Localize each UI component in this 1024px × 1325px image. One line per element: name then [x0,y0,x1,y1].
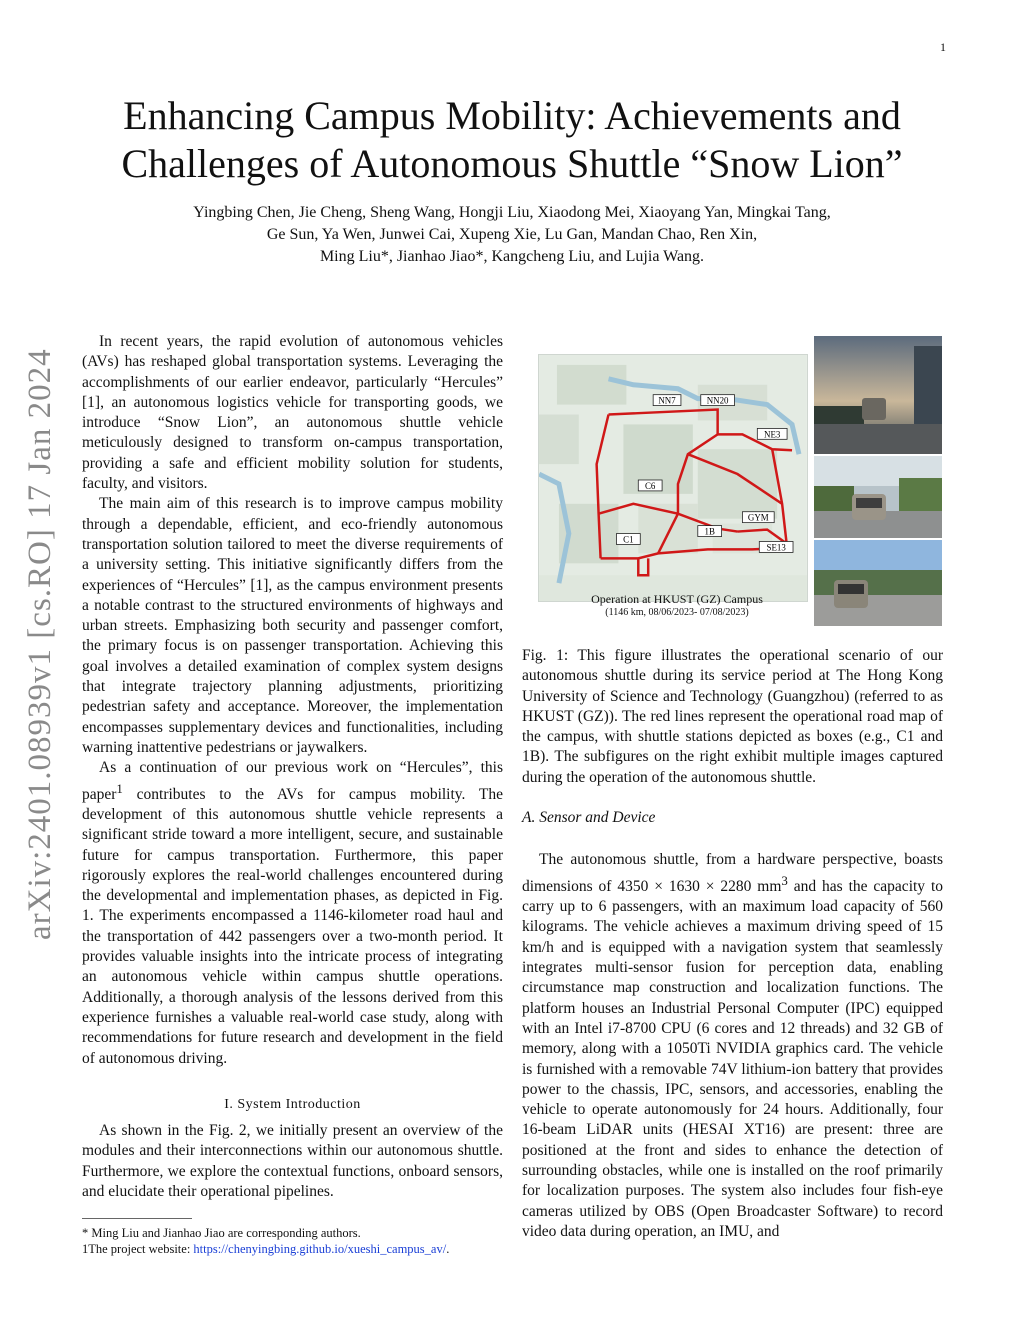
shuttle-photo-street [814,336,942,454]
author-line: Ming Liu*, Jianhao Jiao*, Kangcheng Liu, and Lujia Wang. [319,248,705,265]
title-block [60,92,964,268]
text-run: and has the capacity to carry up to 6 passengers, with an maximum load capacity of 560 kilograms. The vehicle achieves a maximum driving speed of 15 km/h and is equipped with a navigation system that seamlessly integrates multi-sensor fusion for perception data, enabling circumstance map construction and localization functions. The platform houses an Industrial Personal Computer (IPC) equipped with an Intel i7-8700 CPU (6 cores and 12 threads) and 32 GB of memory, along with a 1050Ti NVIDIA graphics card. The vehicle is furnished with a removable 74V lithium-ion battery that provides power to the chassis, IPC, sensors, and accessories, enabling the vehicle to operate autonomously for 24 hours. Additionally, four 16-beam LiDAR units (HESAI XT16) are present: three are positioned at the front and sides to enhance the detection of surrounding obstacles, while one is installed on the roof primarily for localization purposes. The system also includes four fish-eye cameras utilized by OBS (Open Broadcaster Software) to record video data during operation, an IMU, and [522,877,944,1240]
intro-paragraph-2: The main aim of this research is to improve campus mobility through a dependable, efficient, and eco-friendly autonomous transportation solution tailored to meet the diverse requirements of a university setting. This initiative significantly differs from the experiences of “Hercules” [1], as the campus environment presents a notable contrast to the structured environments of highways and urban streets. Emphasizing both security and passenger comfort, the primary focus is on passenger transportation. Achieving this goal involves a detailed examination of complex system designs that integrate trajectory planning adjustments, prioritizing pedestrian safety and acceptance. Moreover, the implementation encompasses supplementary devices and functionalities, including warning inattentive pedestrians or jaywalkers. [82,495,503,756]
station-label-nn20: NN20 [706,395,729,406]
title-line: Enhancing Campus Mobility: Achievements and [123,93,901,138]
paper-title [60,92,964,188]
arxiv-identifier: arXiv:2401.08939v1 [cs.RO] 17 Jan 2024 [22,348,58,940]
subsection-heading: A. Sensor and Device [522,809,656,827]
text-run: contributes to the AVs for campus mobility. The development of this autonomous shuttle vehicle represents a significant stride toward a more intelligent, secure, and sustainable future for campus transportation. Furthermore, this paper rigorously explores the real-world challenges encountered during the developmental and implementation phases, as depicted in Fig. 1. The experiments encompassed a 1146-kilometer road haul and the transportation of 442 passengers over a two-month period. It provides valuable insights into the intricate process of integrating an autonomous vehicle within campus shuttle operations. Additionally, a thorough analysis of the lessons derived from this experience furnishes a valuable real-world case study, along with recommendations for future research and development in the field of autonomous driving. [82,785,503,1067]
sensor-paragraph [522,850,943,1242]
station-label-c6: C6 [644,480,656,491]
station-label-se13: SE13 [766,542,786,553]
station-label-gym: GYM [747,512,769,523]
campus-map [538,354,808,602]
page-number: 1 [940,40,946,54]
photo-image [814,540,942,626]
campus-route-map [539,355,807,601]
figure-1 [522,336,943,626]
footnote-suffix: . [446,1242,450,1257]
author-line: Ge Sun, Ya Wen, Junwei Cai, Xupeng Xie, Lu Gan, Mandan Chao, Ren Xin, [266,226,758,243]
section-heading: I. System Introduction [224,1096,361,1112]
station-label-c1: C1 [623,534,634,545]
left-column [82,332,503,1257]
text-run: The autonomous shuttle, from a hardware perspective, boasts dimensions of 4350 × 1630 × 2280 mm [522,851,943,895]
author-list [60,202,964,268]
footnote-prefix: 1The project website: [82,1242,194,1257]
shuttle-photo-parking [814,456,942,538]
footnote-marker: 1 [116,780,123,796]
footnotes [82,1225,503,1257]
project-website-link[interactable]: https://chenyingbing.github.io/xueshi_campus_av/ [193,1242,447,1257]
intro-paragraph-1: In recent years, the rapid evolution of autonomous vehicles (AVs) has reshaped global transportation systems. Leveraging the accomplishments of our earlier endeavor, particularly “Hercules” [1], an autonomous logistics vehicle for transporting goods, we introduce “Snow Lion”, an autonomous shuttle vehicle meticulously designed to transform on-campus transportation, providing a safe and efficient mobility solution for students, faculty, and visitors. [82,333,503,493]
text-run: As a continuation of our previous work on “Hercules”, this paper [82,759,503,803]
right-column [522,336,943,1242]
station-label-ne3: NE3 [764,429,781,440]
photo-image [814,456,942,538]
author-line: Yingbing Chen, Jie Cheng, Sheng Wang, Hongji Liu, Xiaodong Mei, Xiaoyang Yan, Mingkai Tang, [193,204,831,221]
station-label-1b: 1B [704,526,715,537]
map-caption [562,592,792,620]
station-label-nn7: NN7 [658,395,676,406]
map-caption-title: Operation at HKUST (GZ) Campus [591,592,763,606]
photo-image [814,336,942,454]
footnote-corresponding: * Ming Liu and Jianhao Jiao are corresponding authors. [82,1226,361,1241]
figure-caption: Fig. 1: This figure illustrates the operational scenario of our autonomous shuttle during its service period at The Hong Kong University of Science and Technology (Guangzhou) (referred to as HKUST (GZ)). The red lines represent the operational road map of the campus, with shuttle stations depicted as boxes (e.g., C1 and 1B). The subfigures on the right exhibit multiple images captured during the operation of the autonomous shuttle. [522,647,943,786]
intro-paragraph-3 [82,758,503,1069]
shuttle-photo-road [814,540,942,626]
section-paragraph: As shown in the Fig. 2, we initially present an overview of the modules and their interconnections within our autonomous shuttle. Furthermore, we explore the contextual functions, onboard sensors, and elucidate their operational pipelines. [82,1122,503,1201]
footnote-divider [82,1218,192,1219]
map-caption-subtitle: (1146 km, 08/06/2023- 07/08/2023) [605,607,749,618]
superscript: 3 [781,872,788,888]
title-line: Challenges of Autonomous Shuttle “Snow Lion” [121,141,903,186]
footnote-website [82,1241,503,1257]
